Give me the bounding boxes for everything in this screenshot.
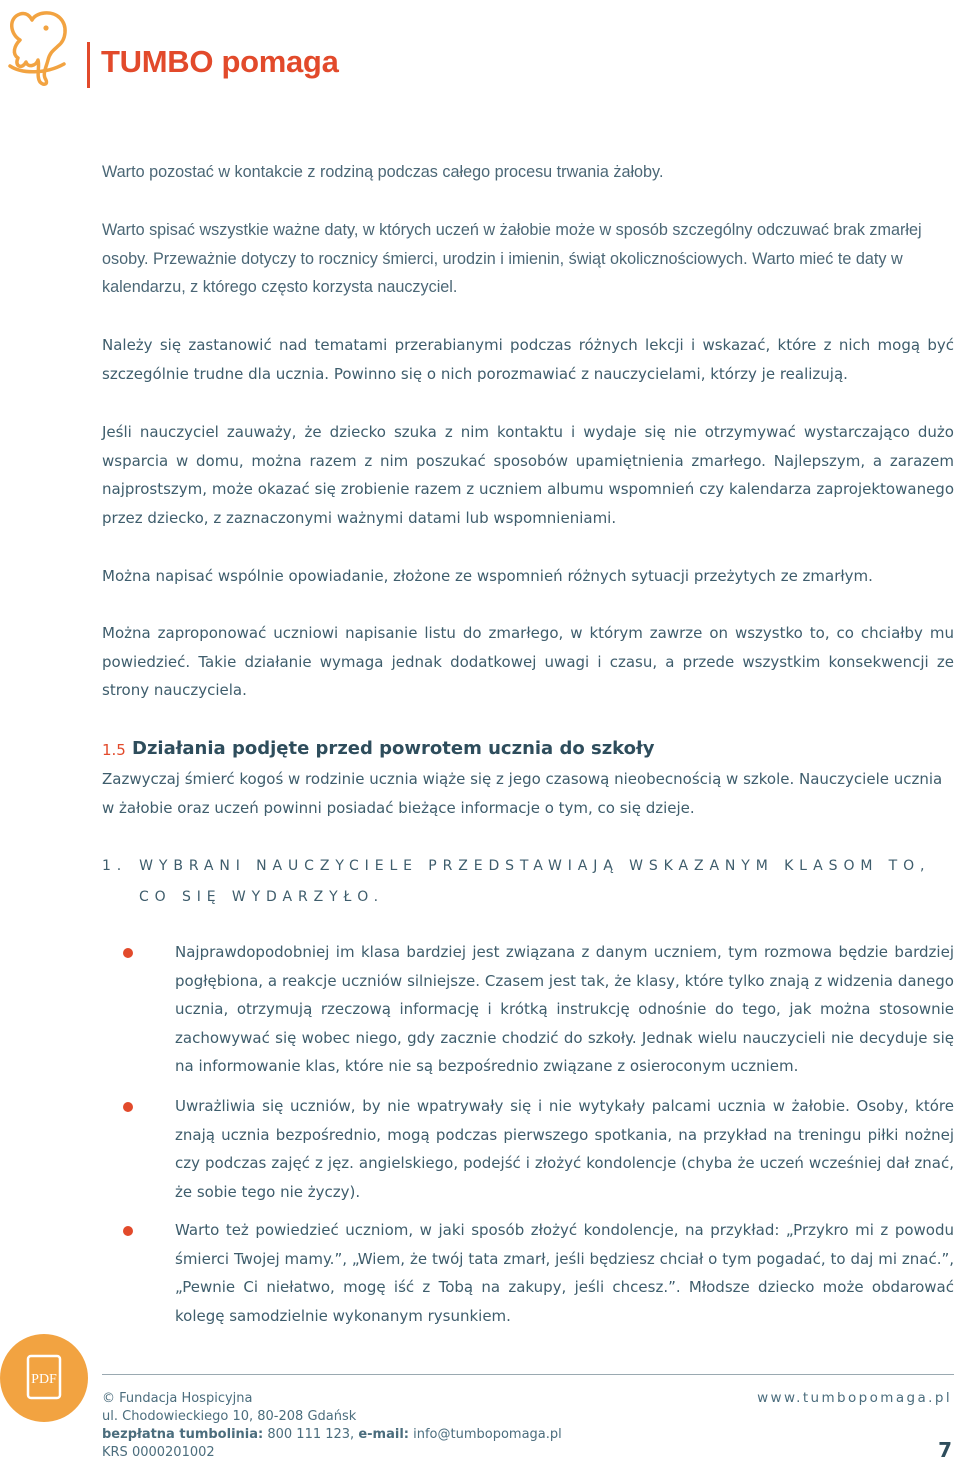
bullet-item: Najprawdopodobniej im klasa bardziej jest związana z danym uczniem, tym rozmowa będzie bardziej pogłębiona, a reakcje uczniów silniejsze. Czasem jest tak, że klasy, które tylko znają z widzenia danego ucznia, otrzymują rzeczową informację i krótką instrukcję odnośnie do tego, jak można stosownie zachowywać się wobec niego, gdy zacznie chodzić do szkoły. Jednak wielu nauczycieli nie decyduje się na informowanie klas, które nie są bezpośrednio związane z osieroconym uczniem. — [175, 943, 954, 1076]
numbered-point-line-1 — [102, 851, 932, 882]
header-divider — [87, 42, 90, 88]
section-number: 1.5 — [102, 741, 126, 759]
bullet-item: Uwrażliwia się uczniów, by nie wpatrywały się i nie wytykały palcami ucznia w żałobie. Osoby, które znają ucznia bezpośrednio, mogą podczas pierwszego spotkania, na przykład na treningu piłki nożnej czy podczas zajęć z jęz. angielskiego, podejść i złożyć kondolencje (chyba że uczeń wcześniej dał znać, że sobie tego nie życzy). — [175, 1097, 954, 1201]
numbered-point-number: 1. — [102, 858, 128, 874]
numbered-point-text-2: CO SIĘ WYDARZYŁO. — [139, 889, 385, 905]
bullet-dot-icon — [123, 1102, 133, 1112]
elephant-logo-icon — [6, 4, 76, 94]
numbered-point — [102, 851, 932, 913]
brand-title: TUMBO pomaga — [101, 44, 339, 79]
footer-hotline-label: bezpłatna tumbolinia: — [102, 1427, 264, 1442]
bullet-dot-icon — [123, 948, 133, 958]
section-intro: Zazwyczaj śmierć kogoś w rodzinie ucznia wiąże się z jego czasową nieobecnością w szkole. Nauczyciele ucznia w żałobie oraz uczeń powinni posiadać bieżące informacje o tym, co się dzieje. — [102, 770, 943, 817]
footer-website-link[interactable]: www.tumbopomaga.pl — [757, 1390, 952, 1406]
paragraph-family-contact: Warto pozostać w kontakcie z rodziną podczas całego procesu trwania żałoby. — [102, 163, 664, 181]
paragraph-difficult-topics: Należy się zastanowić nad tematami przerabianymi podczas różnych lekcji i wskazać, które z nich mogą być szczególnie trudne dla ucznia. Powinno się o nich porozmawiać z nauczycielami, którzy je realizują. — [102, 336, 954, 383]
footer-divider — [102, 1374, 954, 1375]
footer-org: © Fundacja Hospicyjna — [102, 1391, 253, 1406]
numbered-point-text-1: WYBRANI NAUCZYCIELE PRZEDSTAWIAJĄ WSKAZANYM KLASOM TO, — [139, 858, 931, 874]
footer-email-link[interactable]: info@tumbopomaga.pl — [408, 1427, 562, 1442]
section-title: Działania podjęte przed powrotem ucznia do szkoły — [132, 738, 655, 759]
paragraph-commemoration: Jeśli nauczyciel zauważy, że dziecko szuka z nim kontaktu i wydaje się nie otrzymywać wystarczająco dużo wsparcia w domu, można razem z nim poszukać sposobów upamiętnienia zmarłego. Najlepszym, a zarazem najprostszym, może okazać się zrobienie razem z uczniem albumu wspomnień czy kalendarza zaprojektowanego przez dziecko, z zaznaczonymi ważnymi datami lub wspomnieniami. — [102, 423, 954, 528]
paragraph-important-dates: Warto spisać wszystkie ważne daty, w których uczeń w żałobie może w sposób szczególny odczuwać brak zmarłej osoby. Przeważnie dotyczy to rocznicy śmierci, urodzin i imienin, świąt okolicznościowych. Warto mieć te daty w kalendarzu, z którego często korzysta nauczyciel. — [102, 221, 922, 297]
bullet-dot-icon — [123, 1226, 133, 1236]
bullet-item: Warto też powiedzieć uczniom, w jaki sposób złożyć kondolencje, na przykład: „Przykro mi z powodu śmierci Twojej mamy.”, „Wiem, że twój tata zmarł, jeśli będziesz chciał o tym pogadać, to daj mi znać.”, „Pewnie Ci niełatwo, mogę iść z Tobą na zakupy, jeśli chcesz.”. Młodsze dziecko może obdarować kolegę samodzielnie wykonanym rysunkiem. — [175, 1221, 954, 1325]
footer-hotline: 800 111 123, — [263, 1427, 359, 1442]
footer-krs: KRS 0000201002 — [102, 1445, 215, 1460]
page-number: 7 — [938, 1438, 952, 1462]
pdf-icon — [0, 1334, 88, 1422]
paragraph-story: Można napisać wspólnie opowiadanie, złożone ze wspomnień różnych sytuacji przeżytych ze zmarłym. — [102, 567, 873, 585]
paragraph-letter: Można zaproponować uczniowi napisanie listu do zmarłego, w którym zawrze on wszystko to, co chciałby mu powiedzieć. Takie działanie wymaga jednak dodatkowej uwagi i czasu, a przede wszystkim konsekwencji ze strony nauczyciela. — [102, 624, 954, 700]
footer-contact — [102, 1426, 562, 1444]
footer-email-label: e-mail: — [358, 1427, 409, 1442]
footer-address: ul. Chodowieckiego 10, 80-208 Gdańsk — [102, 1409, 357, 1424]
pdf-icon-label: PDF — [31, 1372, 57, 1387]
